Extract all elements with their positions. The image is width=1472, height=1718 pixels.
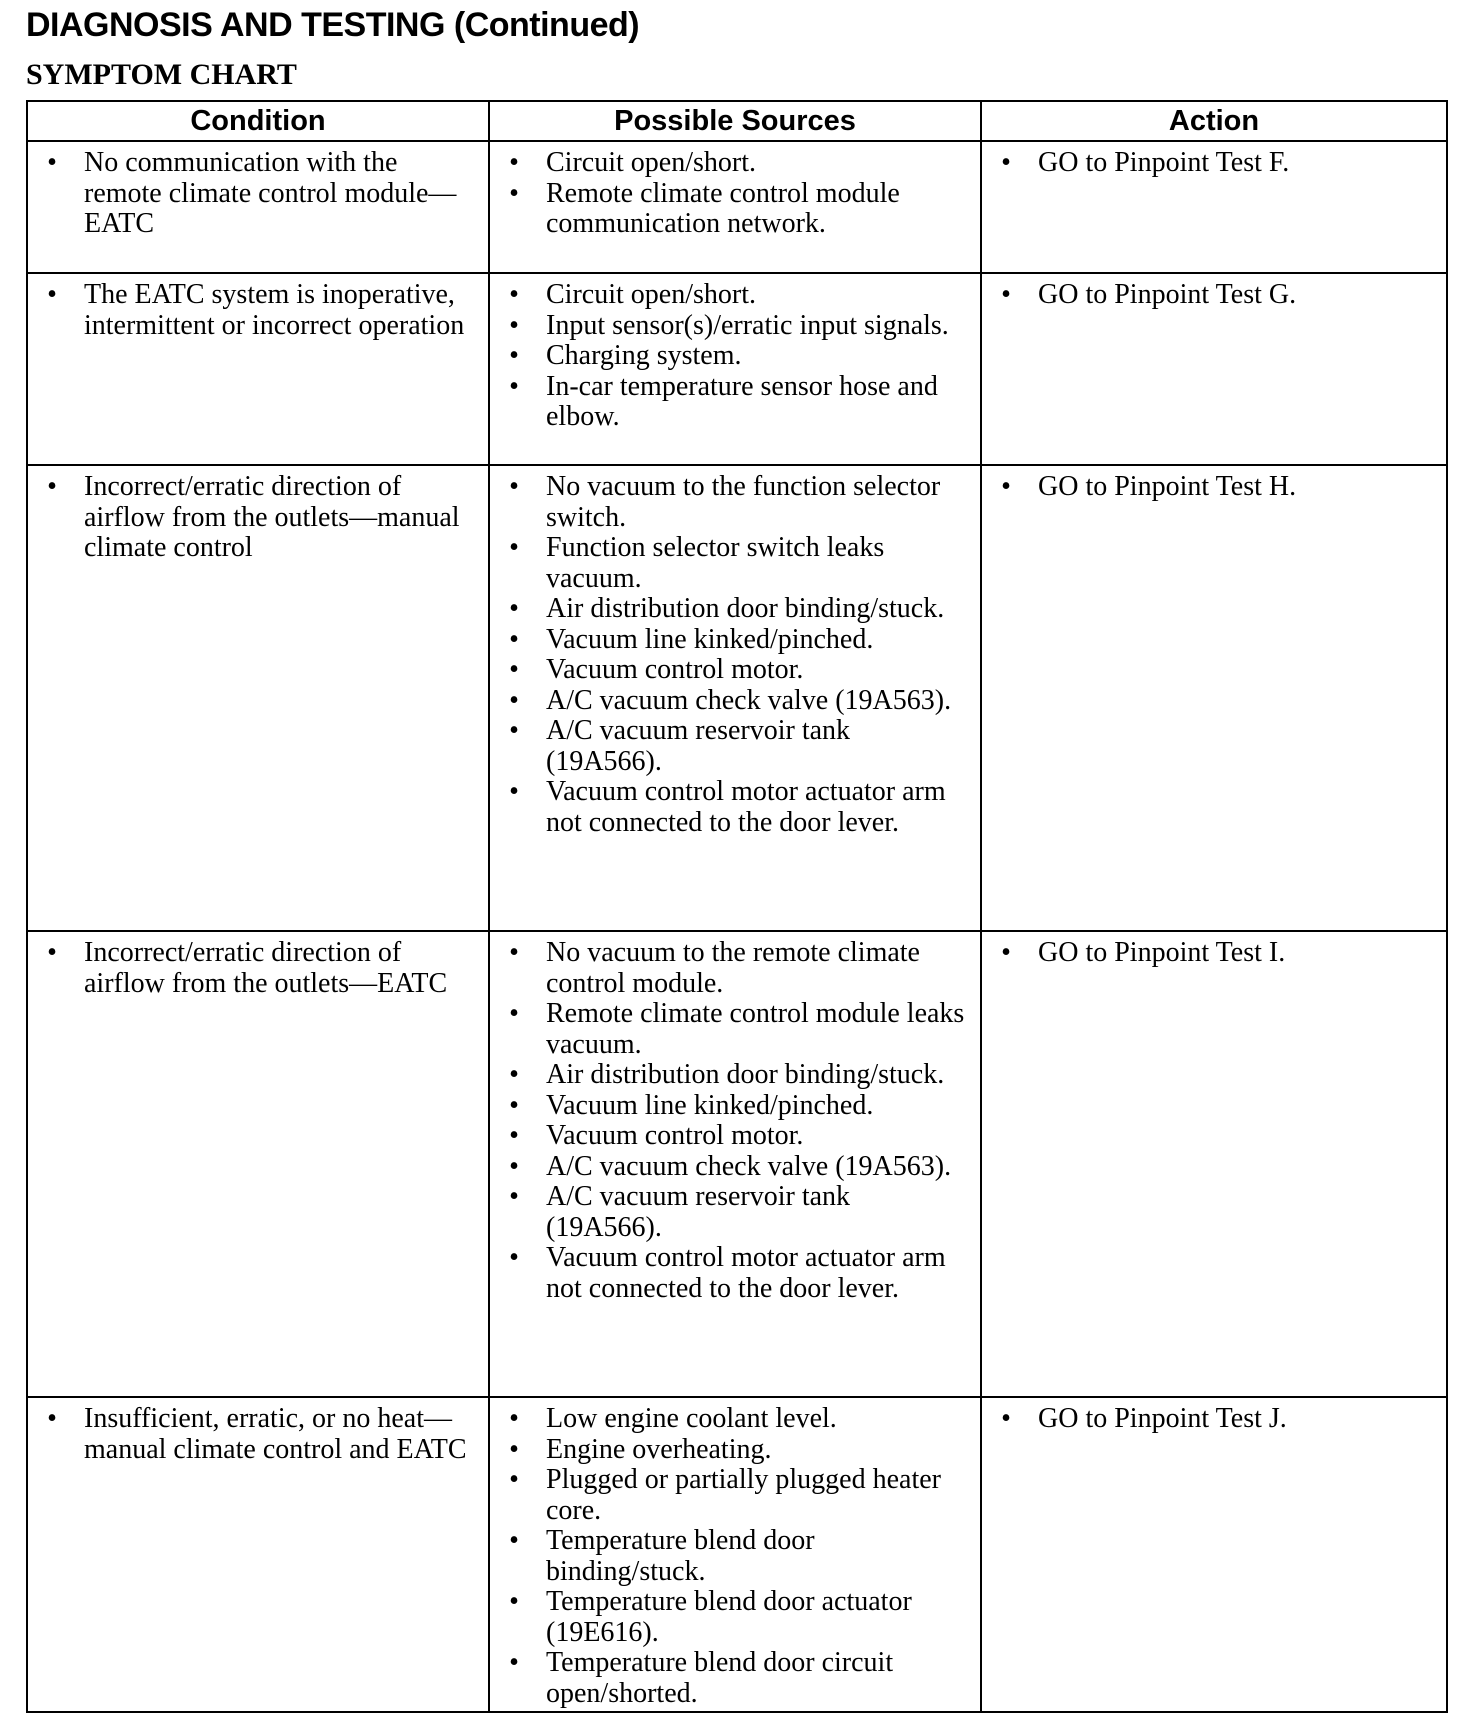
bullet-icon: • — [1001, 147, 1011, 178]
bullet-icon: • — [509, 309, 519, 341]
list-item — [490, 1243, 970, 1304]
action-cell — [981, 465, 1447, 931]
list-item-text: Vacuum control motor. — [546, 1120, 804, 1151]
condition-cell — [27, 1397, 489, 1712]
list-item-text: GO to Pinpoint Test H. — [1038, 471, 1297, 502]
list-item-text: Plugged or partially plugged heater core. — [546, 1464, 941, 1526]
bullet-icon: • — [509, 1403, 519, 1434]
action-cell — [981, 931, 1447, 1397]
list-item — [28, 148, 478, 240]
chart-title: SYMPTOM CHART — [26, 58, 297, 91]
list-item — [982, 280, 1436, 311]
list-item-text: No communication with the remote climate control module—EATC — [84, 147, 457, 239]
possible-sources-cell — [489, 1397, 981, 1712]
bullet-icon: • — [47, 471, 57, 502]
list-item-text: Vacuum control motor actuator arm not connected to the door lever. — [546, 1242, 946, 1304]
list-item — [490, 1465, 970, 1526]
bullet-list — [490, 1398, 980, 1711]
list-item-text: GO to Pinpoint Test G. — [1038, 279, 1297, 310]
condition-cell — [27, 141, 489, 273]
column-header-condition: Condition — [27, 101, 489, 141]
list-item-text: In-car temperature sensor hose and elbow. — [546, 370, 938, 432]
list-item-text: A/C vacuum reservoir tank (19A566). — [546, 715, 851, 777]
list-item — [28, 1404, 478, 1465]
list-item-text: Circuit open/short. — [546, 147, 756, 178]
list-item-text: Charging system. — [546, 340, 742, 371]
list-item-text: Incorrect/erratic direction of airflow from the outlets—manual climate control — [84, 471, 460, 563]
list-item-text: Vacuum control motor. — [546, 654, 804, 685]
bullet-list — [28, 274, 488, 343]
bullet-icon: • — [47, 279, 57, 310]
table-row — [27, 141, 1447, 273]
list-item — [490, 341, 970, 372]
bullet-icon: • — [509, 776, 519, 807]
list-item — [28, 938, 478, 999]
column-header-action: Action — [981, 101, 1447, 141]
list-item — [490, 533, 970, 594]
list-item-text: Circuit open/short. — [546, 279, 756, 310]
bullet-icon: • — [509, 1525, 519, 1556]
list-item — [490, 594, 970, 625]
list-item — [490, 372, 970, 433]
list-item-text: Remote climate control module communication network. — [546, 177, 900, 239]
table-row — [27, 931, 1447, 1397]
list-item-text: Vacuum line kinked/pinched. — [546, 623, 874, 655]
bullet-icon: • — [509, 1120, 519, 1151]
list-item-text: Remote climate control module leaks vacuum. — [546, 998, 965, 1060]
bullet-list — [490, 466, 980, 840]
bullet-icon: • — [509, 1150, 519, 1182]
bullet-list — [490, 142, 980, 242]
possible-sources-cell — [489, 273, 981, 465]
list-item-text: Air distribution door binding/stuck. — [546, 1059, 945, 1090]
list-item-text: The EATC system is inoperative, intermittent or incorrect operation — [84, 279, 465, 341]
list-item — [28, 280, 478, 341]
list-item — [490, 280, 970, 311]
list-item-text: Vacuum line kinked/pinched. — [546, 1089, 874, 1121]
bullet-icon: • — [509, 370, 519, 402]
bullet-icon: • — [509, 471, 519, 502]
bullet-list — [982, 932, 1446, 971]
list-item — [490, 999, 970, 1060]
bullet-icon: • — [509, 532, 519, 563]
list-item — [490, 777, 970, 838]
table-row — [27, 465, 1447, 931]
list-item — [982, 472, 1436, 503]
list-item-text: GO to Pinpoint Test I. — [1038, 937, 1286, 968]
list-item — [982, 938, 1436, 969]
list-item — [982, 148, 1436, 179]
bullet-icon: • — [509, 1647, 519, 1678]
bullet-list — [28, 466, 488, 566]
bullet-icon: • — [509, 1586, 519, 1617]
bullet-icon: • — [509, 279, 519, 310]
list-item-text: Low engine coolant level. — [546, 1403, 837, 1434]
bullet-icon: • — [509, 1433, 519, 1465]
list-item — [490, 148, 970, 179]
list-item — [982, 1404, 1436, 1435]
bullet-list — [28, 932, 488, 1001]
list-item — [490, 625, 970, 656]
list-item — [490, 1404, 970, 1435]
bullet-icon: • — [509, 998, 519, 1029]
bullet-list — [28, 1398, 488, 1467]
list-item-text: Input sensor(s)/erratic input signals. — [546, 309, 949, 341]
bullet-icon: • — [47, 1403, 57, 1434]
list-item-text: Incorrect/erratic direction of airflow from the outlets—EATC — [84, 937, 448, 999]
list-item-text: No vacuum to the remote climate control module. — [546, 937, 920, 999]
bullet-icon: • — [509, 1059, 519, 1090]
bullet-icon: • — [509, 340, 519, 371]
symptom-chart-table — [26, 100, 1448, 1713]
list-item — [490, 1648, 970, 1709]
list-item — [490, 179, 970, 240]
list-item-text: A/C vacuum check valve (19A563). — [546, 1150, 952, 1182]
condition-cell — [27, 931, 489, 1397]
bullet-icon: • — [509, 593, 519, 624]
bullet-list — [982, 466, 1446, 505]
list-item-text: Function selector switch leaks vacuum. — [546, 532, 885, 594]
bullet-icon: • — [509, 684, 519, 716]
list-item-text: A/C vacuum reservoir tank (19A566). — [546, 1181, 851, 1243]
bullet-icon: • — [1001, 937, 1011, 968]
table-row — [27, 1397, 1447, 1712]
list-item — [490, 1435, 970, 1466]
list-item — [490, 938, 970, 999]
condition-cell — [27, 273, 489, 465]
bullet-list — [28, 142, 488, 242]
condition-cell — [27, 465, 489, 931]
bullet-list — [982, 1398, 1446, 1437]
list-item — [490, 686, 970, 717]
bullet-list — [982, 142, 1446, 181]
possible-sources-cell — [489, 931, 981, 1397]
bullet-list — [490, 932, 980, 1306]
list-item-text: Temperature blend door actuator (19E616). — [546, 1586, 912, 1648]
bullet-icon: • — [509, 147, 519, 178]
bullet-list — [982, 274, 1446, 313]
list-item — [490, 1182, 970, 1243]
action-cell — [981, 141, 1447, 273]
bullet-icon: • — [509, 1181, 519, 1212]
page-heading: DIAGNOSIS AND TESTING (Continued) — [26, 6, 640, 44]
bullet-icon: • — [47, 937, 57, 968]
table-body — [27, 141, 1447, 1712]
action-cell — [981, 273, 1447, 465]
list-item-text: Engine overheating. — [546, 1433, 772, 1465]
list-item-text: GO to Pinpoint Test J. — [1038, 1403, 1287, 1434]
bullet-icon: • — [509, 654, 519, 685]
bullet-icon: • — [509, 1464, 519, 1495]
possible-sources-cell — [489, 465, 981, 931]
table-header-row — [27, 101, 1447, 141]
list-item-text: Air distribution door binding/stuck. — [546, 593, 945, 624]
list-item — [490, 655, 970, 686]
list-item-text: No vacuum to the function selector switch. — [546, 471, 941, 533]
list-item — [490, 472, 970, 533]
list-item — [490, 1091, 970, 1122]
list-item — [490, 1526, 970, 1587]
list-item — [490, 1587, 970, 1648]
list-item — [490, 1152, 970, 1183]
bullet-icon: • — [509, 715, 519, 746]
bullet-icon: • — [509, 937, 519, 968]
column-header-possible-sources: Possible Sources — [489, 101, 981, 141]
list-item-text: GO to Pinpoint Test F. — [1038, 147, 1290, 178]
list-item — [28, 472, 478, 564]
action-cell — [981, 1397, 1447, 1712]
bullet-icon: • — [1001, 1403, 1011, 1434]
list-item — [490, 311, 970, 342]
bullet-list — [490, 274, 980, 435]
bullet-icon: • — [509, 1089, 519, 1121]
list-item — [490, 1060, 970, 1091]
bullet-icon: • — [1001, 471, 1011, 502]
list-item-text: A/C vacuum check valve (19A563). — [546, 684, 952, 716]
table-row — [27, 273, 1447, 465]
list-item-text: Temperature blend door circuit open/shorted. — [546, 1647, 894, 1709]
list-item — [490, 716, 970, 777]
bullet-icon: • — [509, 623, 519, 655]
bullet-icon: • — [1001, 279, 1011, 310]
bullet-icon: • — [509, 1242, 519, 1273]
bullet-icon: • — [47, 147, 57, 178]
bullet-icon: • — [509, 177, 519, 209]
list-item-text: Vacuum control motor actuator arm not connected to the door lever. — [546, 776, 946, 838]
list-item-text: Insufficient, erratic, or no heat—manual climate control and EATC — [84, 1403, 467, 1465]
list-item-text: Temperature blend door binding/stuck. — [546, 1525, 815, 1587]
possible-sources-cell — [489, 141, 981, 273]
list-item — [490, 1121, 970, 1152]
